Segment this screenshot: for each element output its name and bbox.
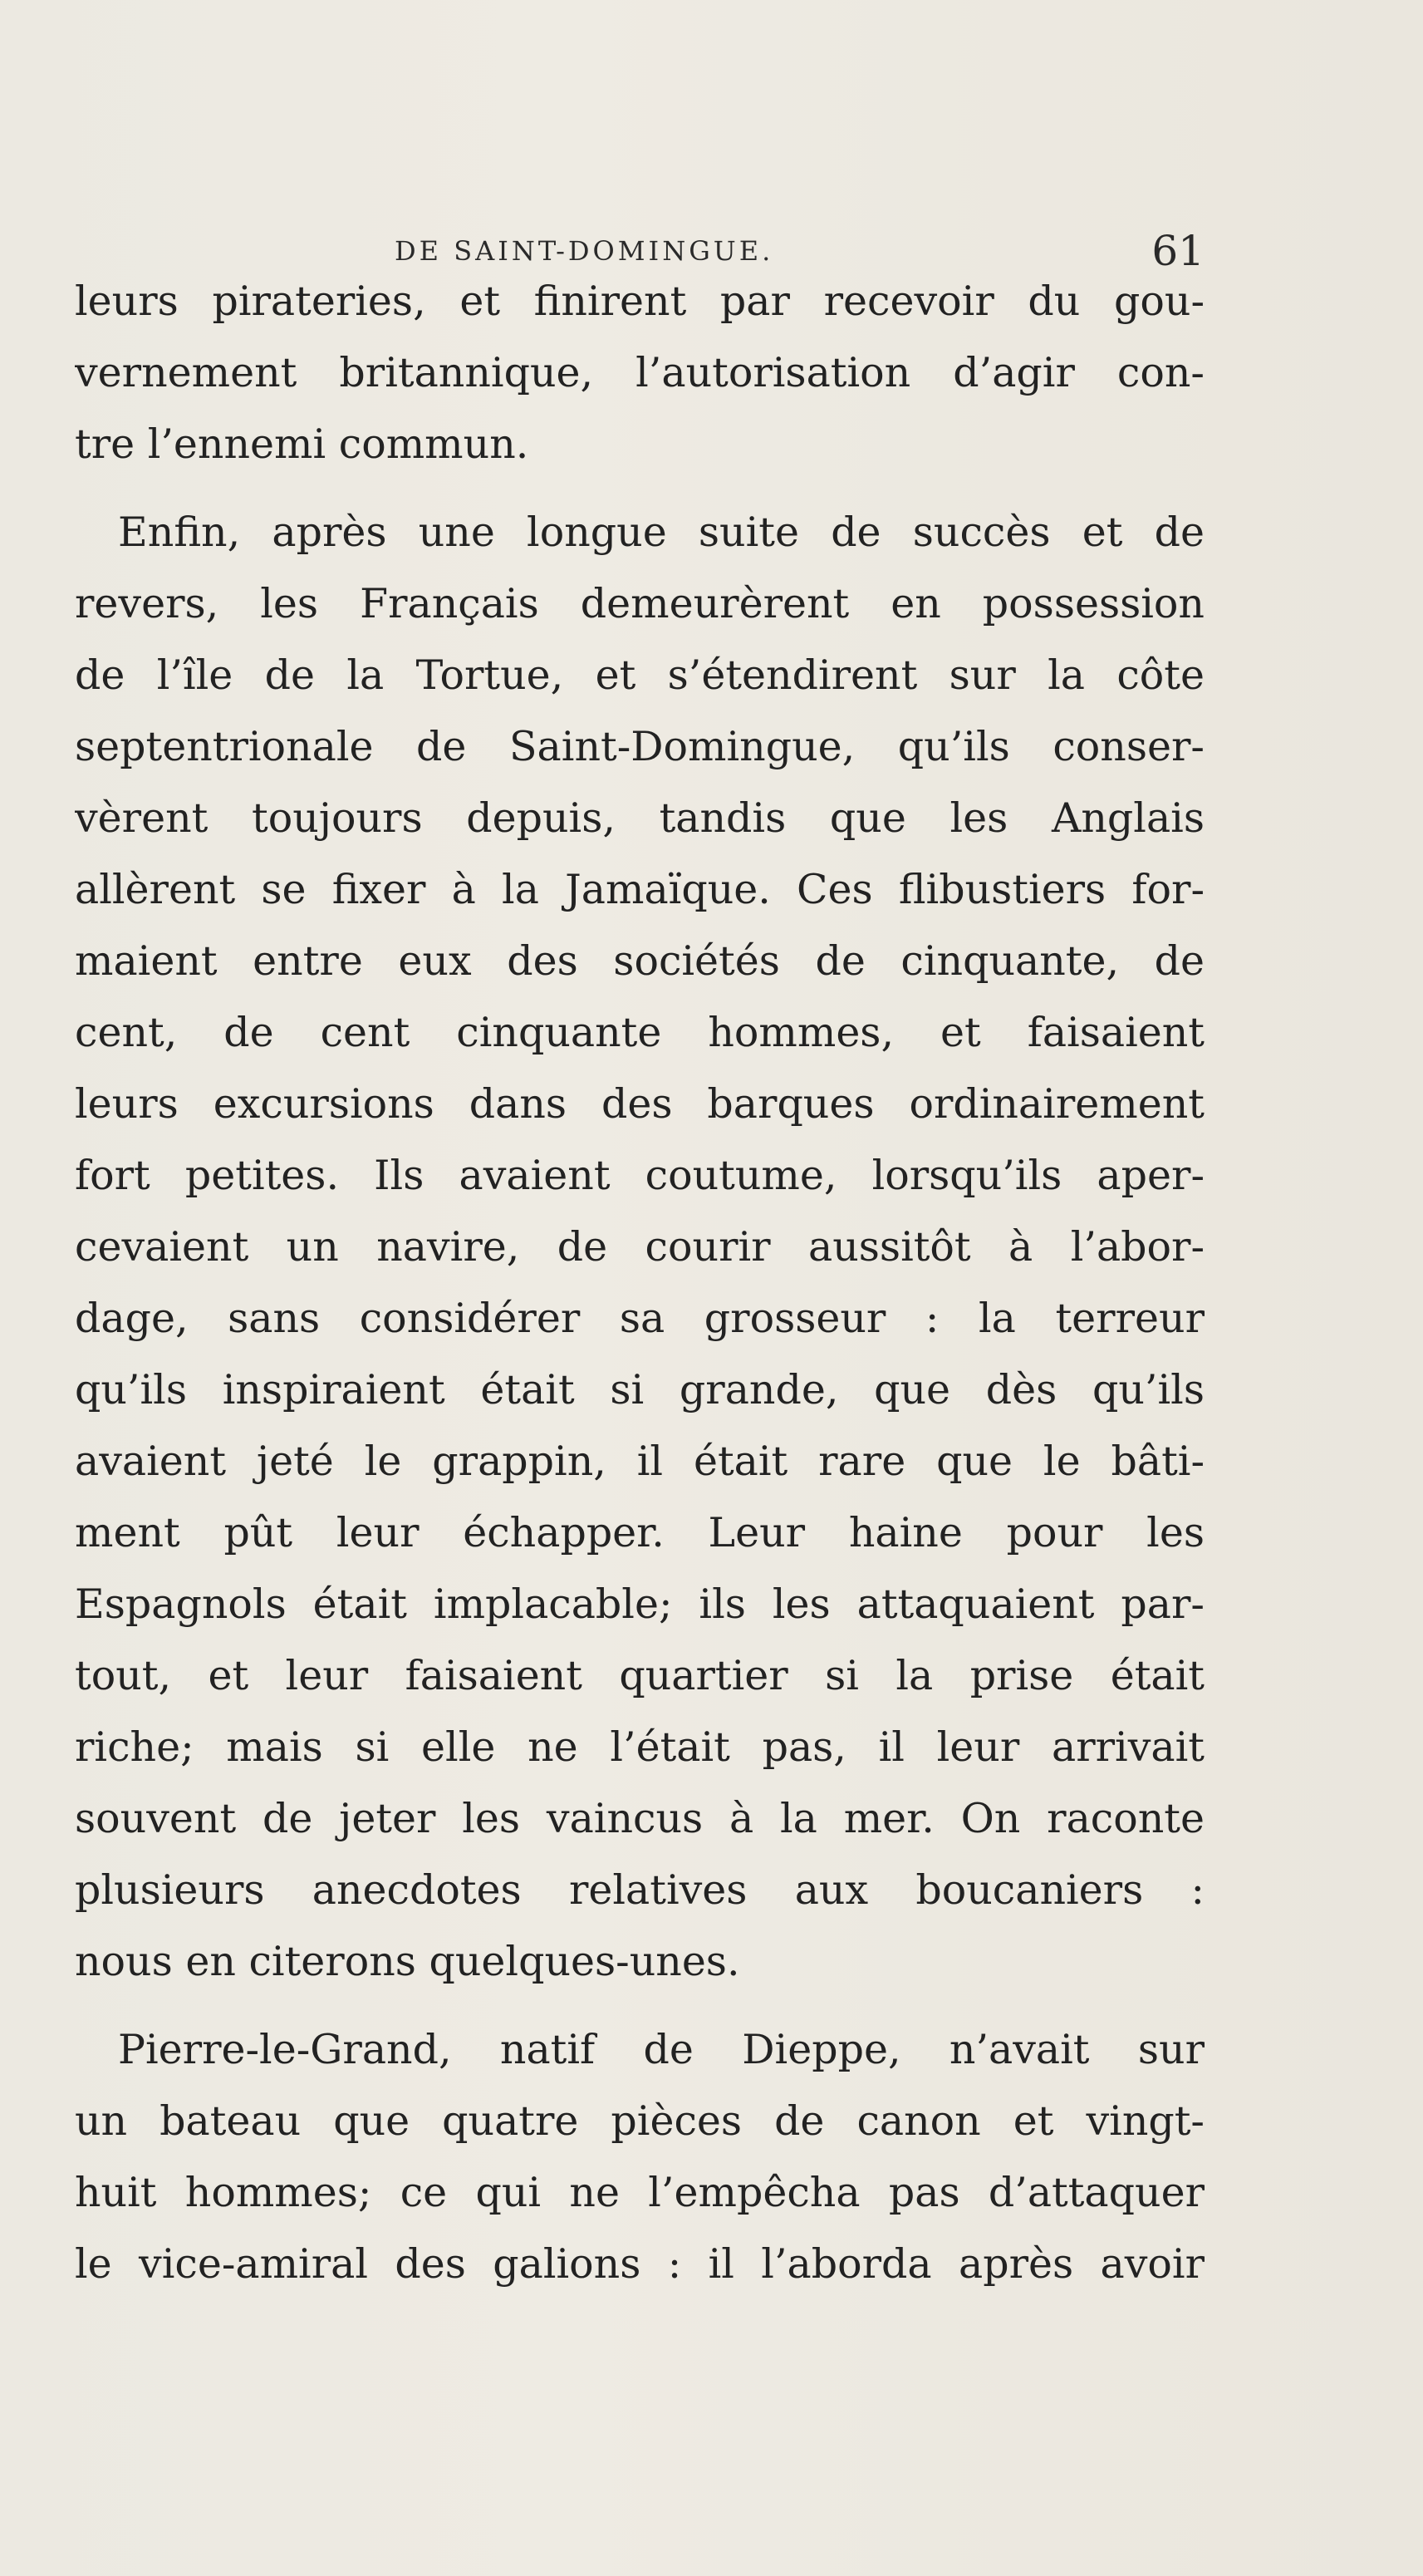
text-line: nous en citerons quelques-unes. — [75, 1938, 740, 1985]
text-line: huit hommes; ce qui ne l’empêcha pas d’attaquer — [75, 2169, 1205, 2216]
text-line: cevaient un navire, de courir aussitôt à l’abor- — [75, 1223, 1205, 1271]
text-line: le vice-amiral des galions : il l’aborda après avoir — [75, 2240, 1205, 2288]
text-line: tout, et leur faisaient quartier si la prise était — [75, 1652, 1205, 1699]
text-line: septentrionale de Saint-Domingue, qu’ils conser- — [75, 723, 1205, 770]
text-line: leurs pirateries, et finirent par recevoir du gou- — [75, 278, 1205, 325]
text-line: riche; mais si elle ne l’était pas, il leur arrivait — [75, 1723, 1205, 1771]
text-line: maient entre eux des sociétés de cinquante, de — [75, 937, 1205, 985]
text-line: fort petites. Ils avaient coutume, lorsqu’ils aper- — [75, 1152, 1205, 1199]
text-line: cent, de cent cinquante hommes, et faisaient — [75, 1009, 1205, 1056]
text-line: leurs excursions dans des barques ordinairement — [75, 1080, 1205, 1128]
text-line: plusieurs anecdotes relatives aux boucaniers : — [75, 1866, 1205, 1914]
text-line: allèrent se fixer à la Jamaïque. Ces flibustiers for- — [75, 866, 1205, 913]
text-line: tre l’ennemi commun. — [75, 420, 529, 468]
paragraph-1 — [75, 266, 1205, 480]
text-line: un bateau que quatre pièces de canon et vingt- — [75, 2097, 1205, 2145]
body-text — [75, 266, 1205, 2300]
text-line: Enfin, après une longue suite de succès et de — [118, 509, 1205, 556]
text-line: Espagnols était implacable; ils les attaquaient par- — [75, 1581, 1205, 1628]
text-line: Pierre-le-Grand, natif de Dieppe, n’avait sur — [118, 2026, 1205, 2073]
text-line: de l’île de la Tortue, et s’étendirent sur la côte — [75, 651, 1205, 699]
text-line: revers, les Français demeurèrent en possession — [75, 580, 1205, 627]
text-line: souvent de jeter les vaincus à la mer. On raconte — [75, 1795, 1205, 1842]
paragraph-2 — [75, 497, 1205, 1998]
text-line: avaient jeté le grappin, il était rare que le bâti- — [75, 1438, 1205, 1485]
page-number: 61 — [1151, 227, 1205, 275]
running-title: DE SAINT-DOMINGUE. — [395, 235, 774, 267]
text-line: dage, sans considérer sa grosseur : la terreur — [75, 1295, 1205, 1342]
text-line: ment pût leur échapper. Leur haine pour les — [75, 1509, 1205, 1556]
paragraph-3 — [75, 2014, 1205, 2300]
text-line: qu’ils inspiraient était si grande, que dès qu’ils — [75, 1366, 1205, 1413]
text-line: vèrent toujours depuis, tandis que les Anglais — [75, 794, 1205, 842]
text-line: vernement britannique, l’autorisation d’agir con- — [75, 349, 1205, 396]
